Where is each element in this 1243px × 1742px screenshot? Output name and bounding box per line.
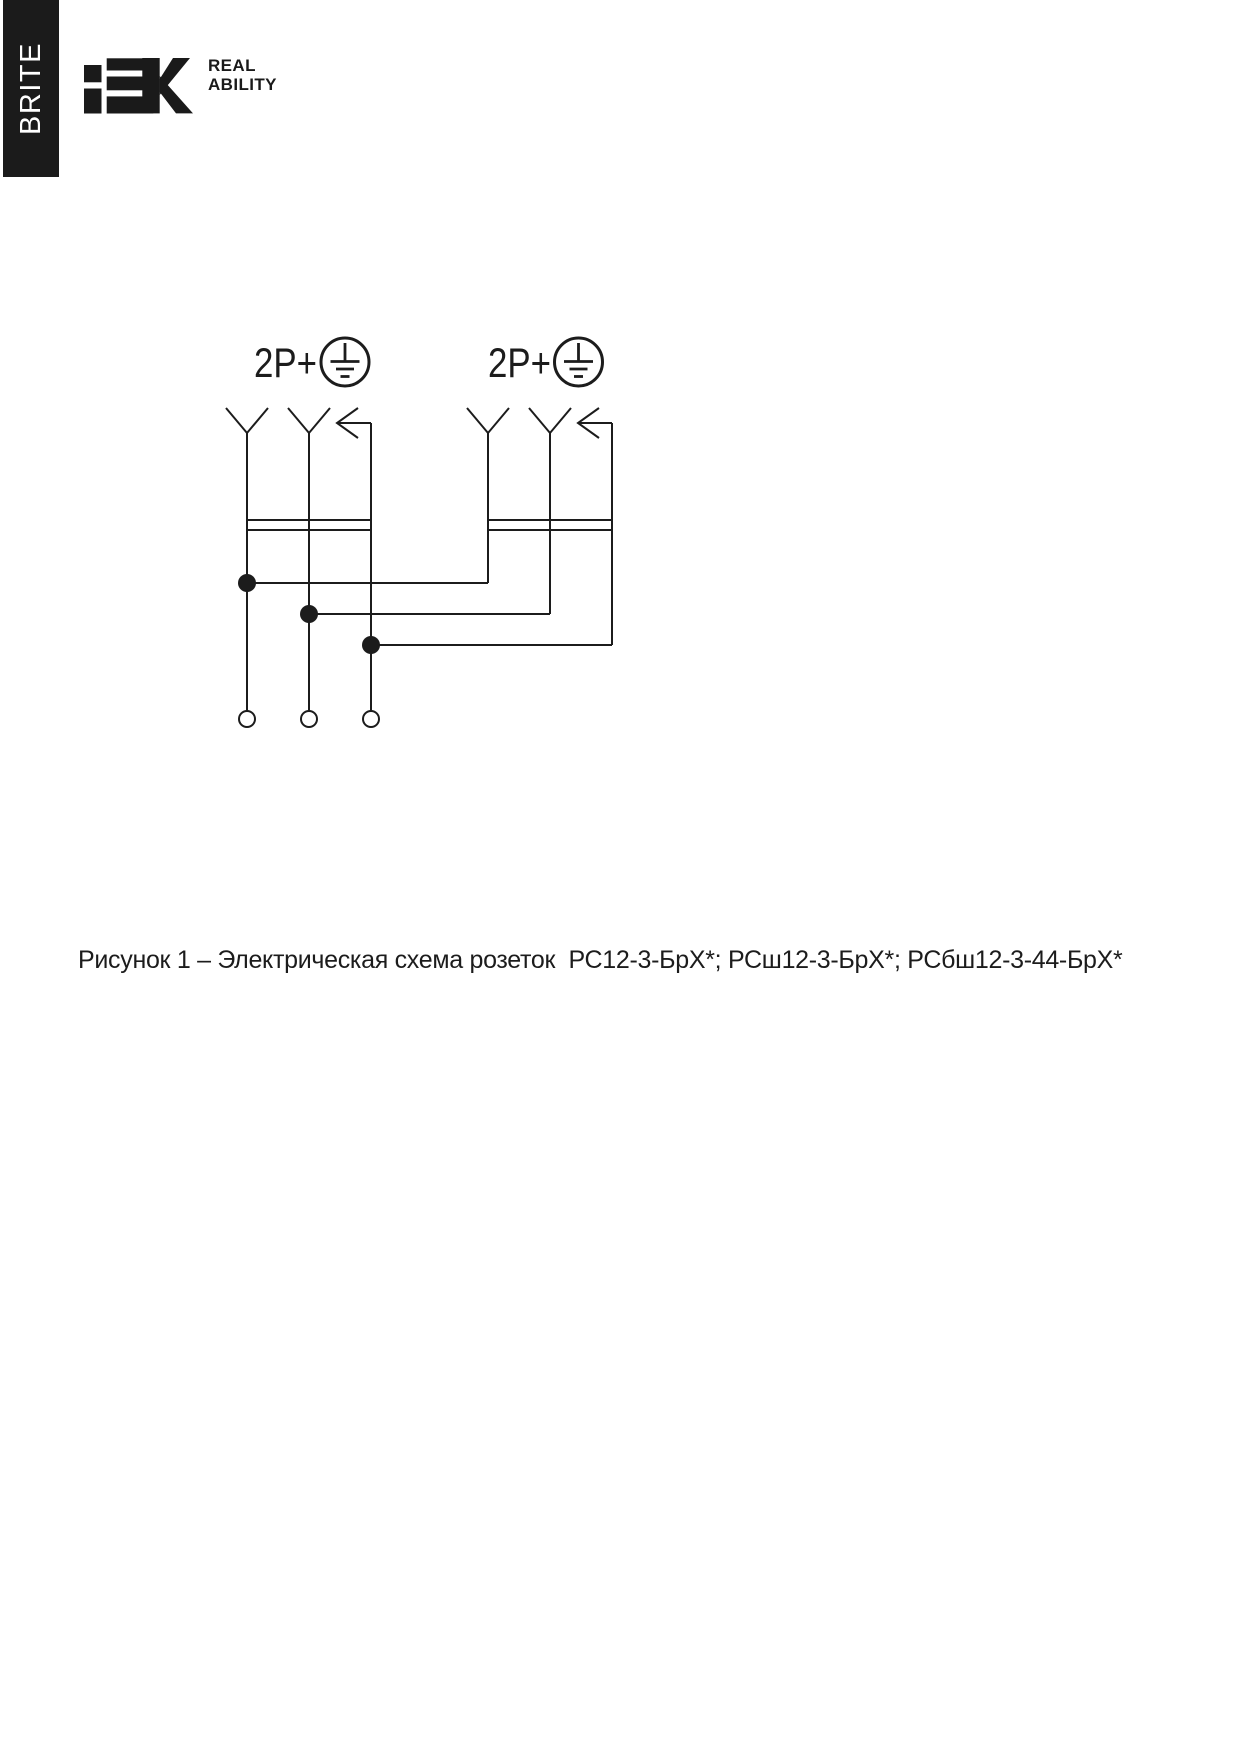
terminal-circle-n	[301, 711, 317, 727]
terminal-circle-pe	[363, 711, 379, 727]
socket2-contact1-fork	[467, 408, 509, 433]
junction-dot-n	[300, 605, 318, 623]
socket1-contact2-fork	[288, 408, 330, 433]
socket1-contacts	[226, 408, 371, 711]
banner-label: BRITE	[14, 42, 47, 135]
socket1-earth-ground-icon	[321, 338, 369, 386]
figure-caption: Рисунок 1 – Электрическая схема розеток РС12-3-БрХ*; РСш12-3-БрХ*; РСбш12-3-44-БрХ*	[78, 946, 1123, 974]
terminal-circle-l	[239, 711, 255, 727]
socket2-contacts	[467, 408, 612, 645]
junction-dot-pe	[362, 636, 380, 654]
tagline-real: REAL	[208, 56, 256, 75]
socket1-pole-label: 2P+	[254, 339, 317, 386]
socket2-earth-contact-arrow	[578, 408, 612, 438]
socket2-contact2-fork	[529, 408, 571, 433]
socket2-pole-label: 2P+	[488, 339, 551, 386]
supply-terminals	[239, 711, 379, 727]
socket2-earth-ground-icon	[555, 338, 603, 386]
junction-dot-l	[238, 574, 256, 592]
socket1-contact1-fork	[226, 408, 268, 433]
tagline-ability: ABILITY	[208, 75, 277, 94]
socket1-earth-contact-arrow	[337, 408, 371, 438]
